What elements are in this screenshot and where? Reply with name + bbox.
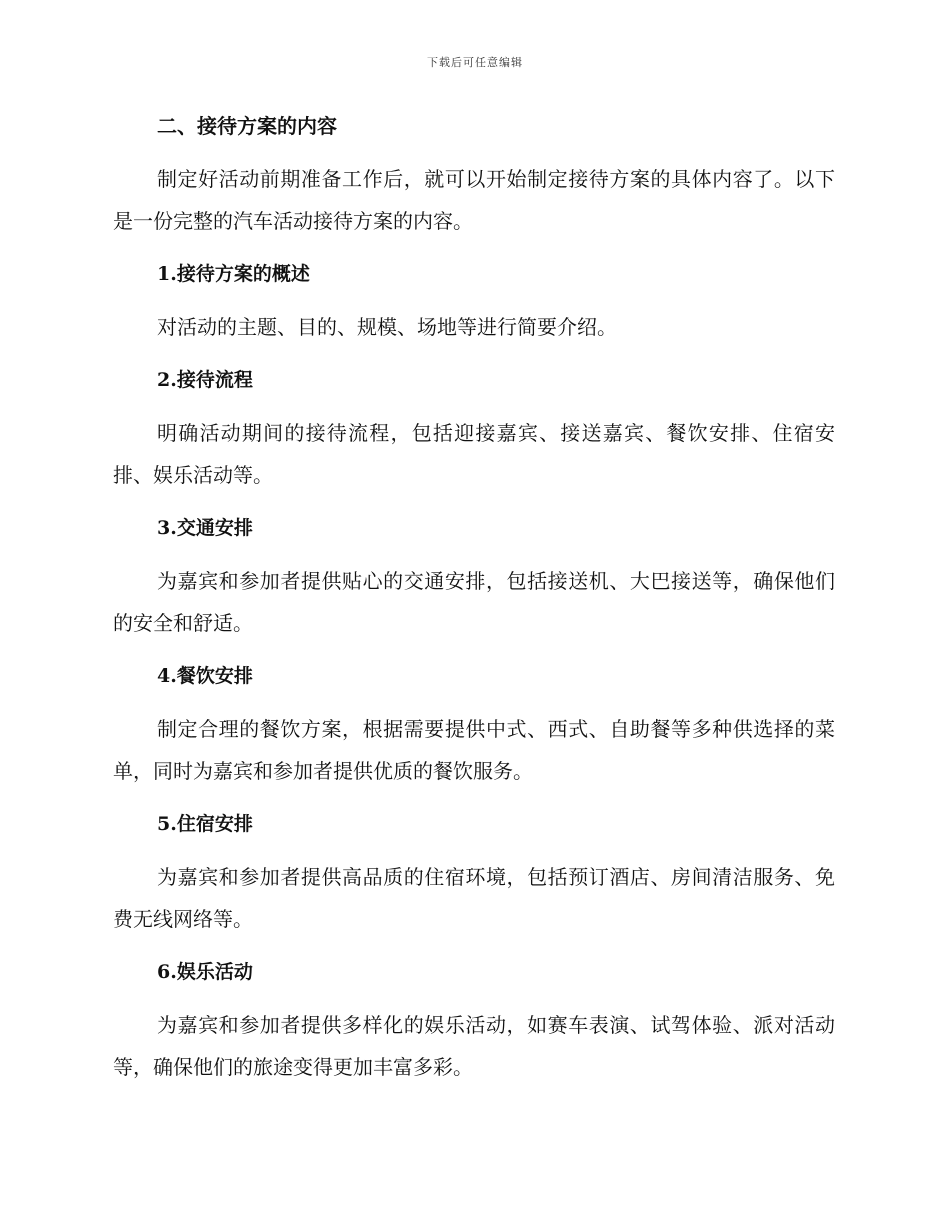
item-title-reception-process: 2.接待流程 xyxy=(157,369,253,391)
item-text-reception-process: 明确活动期间的接待流程，包括迎接嘉宾、接送嘉宾、餐饮安排、住宿安排、娱乐活动等。 xyxy=(113,421,835,487)
item-title-entertainment: 6.娱乐活动 xyxy=(157,961,253,983)
item-text-catering: 制定合理的餐饮方案，根据需要提供中式、西式、自助餐等多种供选择的菜单，同时为嘉宾和参加者提供优质的餐饮服务。 xyxy=(113,717,835,783)
document-content xyxy=(113,106,835,1100)
header-note: 下载后可任意编辑 xyxy=(427,56,523,69)
section-title: 二、接待方案的内容 xyxy=(157,114,337,138)
item-title-accommodation: 5.住宿安排 xyxy=(157,813,253,835)
item-text-overview: 对活动的主题、目的、规模、场地等进行简要介绍。 xyxy=(157,315,617,339)
item-text-entertainment: 为嘉宾和参加者提供多样化的娱乐活动，如赛车表演、试驾体验、派对活动等，确保他们的旅途变得更加丰富多彩。 xyxy=(113,1013,835,1079)
item-text-transport: 为嘉宾和参加者提供贴心的交通安排，包括接送机、大巴接送等，确保他们的安全和舒适。 xyxy=(113,569,835,635)
intro-paragraph: 制定好活动前期准备工作后，就可以开始制定接待方案的具体内容了。以下是一份完整的汽车活动接待方案的内容。 xyxy=(113,167,835,233)
item-text-accommodation: 为嘉宾和参加者提供高品质的住宿环境，包括预订酒店、房间清洁服务、免费无线网络等。 xyxy=(113,865,835,931)
item-title-transport: 3.交通安排 xyxy=(157,517,253,539)
item-title-overview: 1.接待方案的概述 xyxy=(157,263,310,285)
item-title-catering: 4.餐饮安排 xyxy=(157,665,253,687)
